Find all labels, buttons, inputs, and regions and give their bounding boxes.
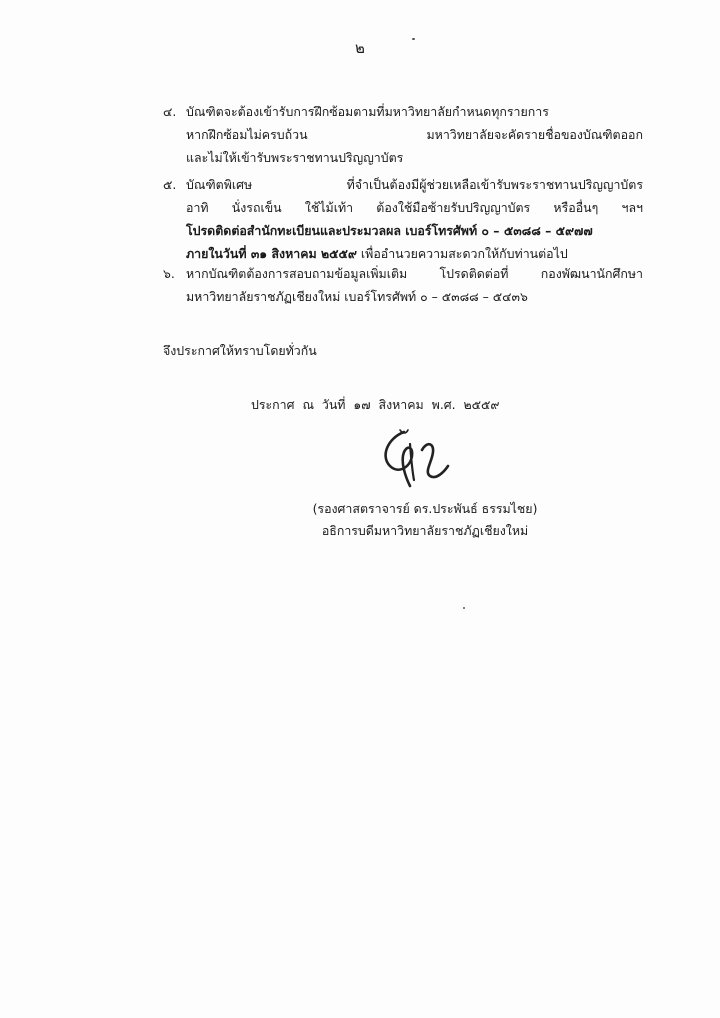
deadline-date: ภายในวันที่ ๓๑ สิงหาคม ๒๕๕๙ [186, 246, 357, 261]
list-item-4 [163, 100, 643, 169]
item-number: ๔. [163, 104, 177, 119]
item-line: หากบัณฑิตต้องการสอบถามข้อมูลเพิ่มเติม โปรดติดต่อที่ กองพัฒนานักศึกษา [186, 266, 643, 281]
item-number: ๕. [163, 177, 177, 192]
announcement-date: ประกาศ ณ วันที่ ๑๗ สิงหาคม พ.ศ. ๒๕๕๙ [251, 397, 500, 412]
item-line: บัณฑิตพิเศษ ที่จำเป็นต้องมีผู้ช่วยเหลือเข้ารับพระราชทานปริญญาบัตร [186, 177, 643, 192]
item-line: หากฝึกซ้อมไม่ครบถ้วน มหาวิทยาลัยจะคัดรายชื่อของบัณฑิตออก [186, 127, 643, 142]
deadline-rest: เพื่ออำนวยความสะดวกให้กับท่านต่อไป [356, 246, 568, 261]
item-line: มหาวิทยาลัยราชภัฏเชียงใหม่ เบอร์โทรศัพท์ ๐ – ๕๓๘๘ – ๕๔๓๖ [186, 289, 528, 304]
contact-line: โปรดติดต่อสำนักทะเบียนและประมวลผล เบอร์โทรศัพท์ ๐ – ๕๓๘๘ – ๕๙๗๗ [186, 223, 593, 238]
list-item-6 [163, 262, 643, 308]
scan-speck [463, 607, 465, 609]
scan-speck [412, 38, 415, 40]
item-line: อาทิ นั่งรถเข็น ใช้ไม้เท้า ต้องใช้มือซ้ายรับปริญญาบัตร หรืออื่นๆ ฯลฯ [186, 200, 643, 215]
item-number: ๖. [163, 266, 175, 281]
item-line: และไม่ให้เข้ารับพระราชทานปริญญาบัตร [186, 150, 404, 165]
item-line: บัณฑิตจะต้องเข้ารับการฝึกซ้อมตามที่มหาวิทยาลัยกำหนดทุกรายการ [186, 104, 549, 119]
signer-name: (รองศาสตราจารย์ ดร.ประพันธ์ ธรรมไชย) [312, 501, 538, 516]
signer-title: อธิการบดีมหาวิทยาลัยราชภัฏเชียงใหม่ [321, 523, 529, 538]
list-item-5 [163, 173, 643, 265]
page-number: ๒ [355, 39, 365, 57]
closing-statement: จึงประกาศให้ทราบโดยทั่วกัน [163, 343, 317, 358]
signature-image [370, 422, 470, 490]
